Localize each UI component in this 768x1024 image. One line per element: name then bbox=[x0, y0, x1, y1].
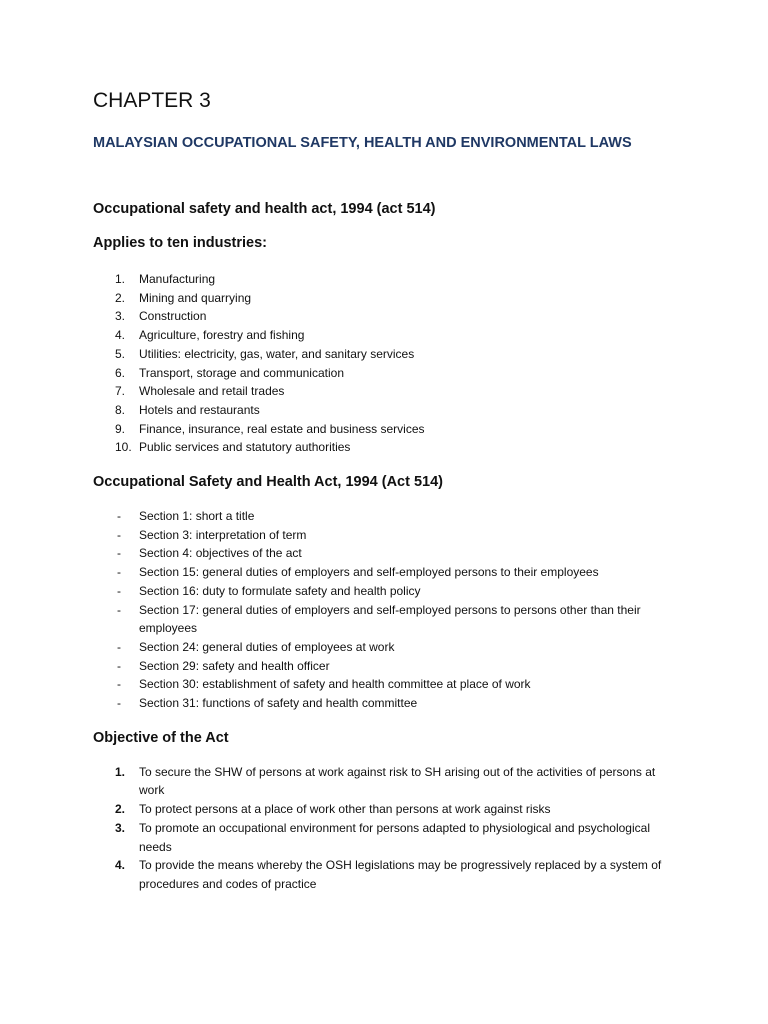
list-item bbox=[93, 638, 678, 657]
list-item bbox=[93, 563, 678, 582]
list-number: 2. bbox=[115, 802, 126, 817]
list-item bbox=[93, 819, 678, 856]
list-item bbox=[93, 694, 678, 713]
list-item-text: Section 29: safety and health officer bbox=[139, 658, 330, 673]
chapter-label: CHAPTER 3 bbox=[93, 89, 211, 112]
list-item bbox=[93, 601, 678, 638]
list-item-text: Section 30: establishment of safety and health committee at place of work bbox=[139, 677, 531, 692]
section3-heading: Objective of the Act bbox=[93, 729, 229, 746]
list-number: 4. bbox=[115, 858, 126, 873]
list-item bbox=[93, 856, 678, 893]
dash-marker: - bbox=[117, 583, 121, 598]
dash-marker: - bbox=[117, 527, 121, 542]
list-item-text: Section 3: interpretation of term bbox=[139, 527, 307, 542]
list-number: 3. bbox=[115, 309, 126, 324]
section2-heading: Occupational Safety and Health Act, 1994 (Act 514) bbox=[93, 474, 443, 491]
list-item-text: Wholesale and retail trades bbox=[139, 384, 285, 399]
list-item bbox=[93, 675, 678, 694]
list-item-text: Construction bbox=[139, 309, 207, 324]
list-item bbox=[93, 544, 678, 563]
list-item bbox=[93, 345, 678, 364]
list-number: 10. bbox=[115, 440, 132, 455]
list-item-text: Agriculture, forestry and fishing bbox=[139, 328, 305, 343]
list-number: 2. bbox=[115, 290, 126, 305]
list-item bbox=[93, 763, 678, 800]
list-item-text: Public services and statutory authorities bbox=[139, 440, 351, 455]
list-number: 3. bbox=[115, 820, 126, 835]
list-number: 5. bbox=[115, 346, 126, 361]
list-number: 1. bbox=[115, 764, 126, 779]
list-item bbox=[93, 800, 678, 819]
list-number: 1. bbox=[115, 272, 126, 286]
dash-marker: - bbox=[117, 509, 121, 524]
list-item-text: Hotels and restaurants bbox=[139, 402, 260, 417]
list-item bbox=[93, 582, 678, 601]
list-item-text: Section 1: short a title bbox=[139, 509, 255, 524]
sections-list bbox=[93, 507, 678, 713]
list-item bbox=[93, 420, 678, 439]
list-number: 6. bbox=[115, 365, 126, 380]
dash-marker: - bbox=[117, 565, 121, 580]
list-item-text: Section 24: general duties of employees at work bbox=[139, 639, 395, 654]
list-item-text: Utilities: electricity, gas, water, and sanitary services bbox=[139, 346, 415, 361]
list-item bbox=[93, 438, 678, 457]
list-item bbox=[93, 401, 678, 420]
section1-heading: Occupational safety and health act, 1994 (act 514) bbox=[93, 201, 436, 217]
list-item bbox=[93, 382, 678, 401]
list-item-text: To protect persons at a place of work other than persons at work against risks bbox=[139, 802, 551, 817]
list-item-text: Section 31: functions of safety and health committee bbox=[139, 696, 418, 711]
list-item bbox=[93, 270, 678, 289]
list-item-text: To provide the means whereby the OSH legislations may be progressively replaced by a system of procedures and codes of practice bbox=[139, 858, 662, 891]
list-item-text: To secure the SHW of persons at work against risk to SH arising out of the activities of persons at work bbox=[139, 764, 656, 798]
list-item-text: Section 16: duty to formulate safety and health policy bbox=[139, 583, 421, 598]
list-item-text: Mining and quarrying bbox=[139, 290, 252, 305]
list-number: 4. bbox=[115, 328, 126, 343]
list-item-text: Section 4: objectives of the act bbox=[139, 546, 302, 561]
dash-marker: - bbox=[117, 639, 121, 654]
dash-marker: - bbox=[117, 602, 121, 617]
dash-marker: - bbox=[117, 546, 121, 561]
main-title: MALAYSIAN OCCUPATIONAL SAFETY, HEALTH AND ENVIRONMENTAL LAWS bbox=[93, 135, 632, 151]
list-item-text: Section 17: general duties of employers and self-employed persons to persons other than their employees bbox=[139, 602, 641, 636]
list-item bbox=[93, 507, 678, 526]
list-item bbox=[93, 307, 678, 326]
industries-list bbox=[93, 270, 678, 457]
dash-marker: - bbox=[117, 677, 121, 692]
list-item bbox=[93, 526, 678, 545]
list-item bbox=[93, 657, 678, 676]
section1-subheading: Applies to ten industries: bbox=[93, 235, 268, 251]
list-item-text: Transport, storage and communication bbox=[139, 365, 344, 380]
list-item bbox=[93, 289, 678, 308]
list-item-text: Section 15: general duties of employers and self-employed persons to their employees bbox=[139, 565, 599, 580]
list-item bbox=[93, 326, 678, 345]
list-item bbox=[93, 364, 678, 383]
list-number: 8. bbox=[115, 402, 126, 417]
list-item-text: Finance, insurance, real estate and business services bbox=[139, 421, 425, 436]
dash-marker: - bbox=[117, 658, 121, 673]
objectives-list bbox=[93, 763, 678, 894]
list-number: 7. bbox=[115, 384, 126, 399]
list-item-text: To promote an occupational environment for persons adapted to physiological and psychological needs bbox=[139, 820, 650, 854]
dash-marker: - bbox=[117, 696, 121, 711]
list-item-text: Manufacturing bbox=[139, 272, 216, 286]
list-number: 9. bbox=[115, 421, 126, 436]
